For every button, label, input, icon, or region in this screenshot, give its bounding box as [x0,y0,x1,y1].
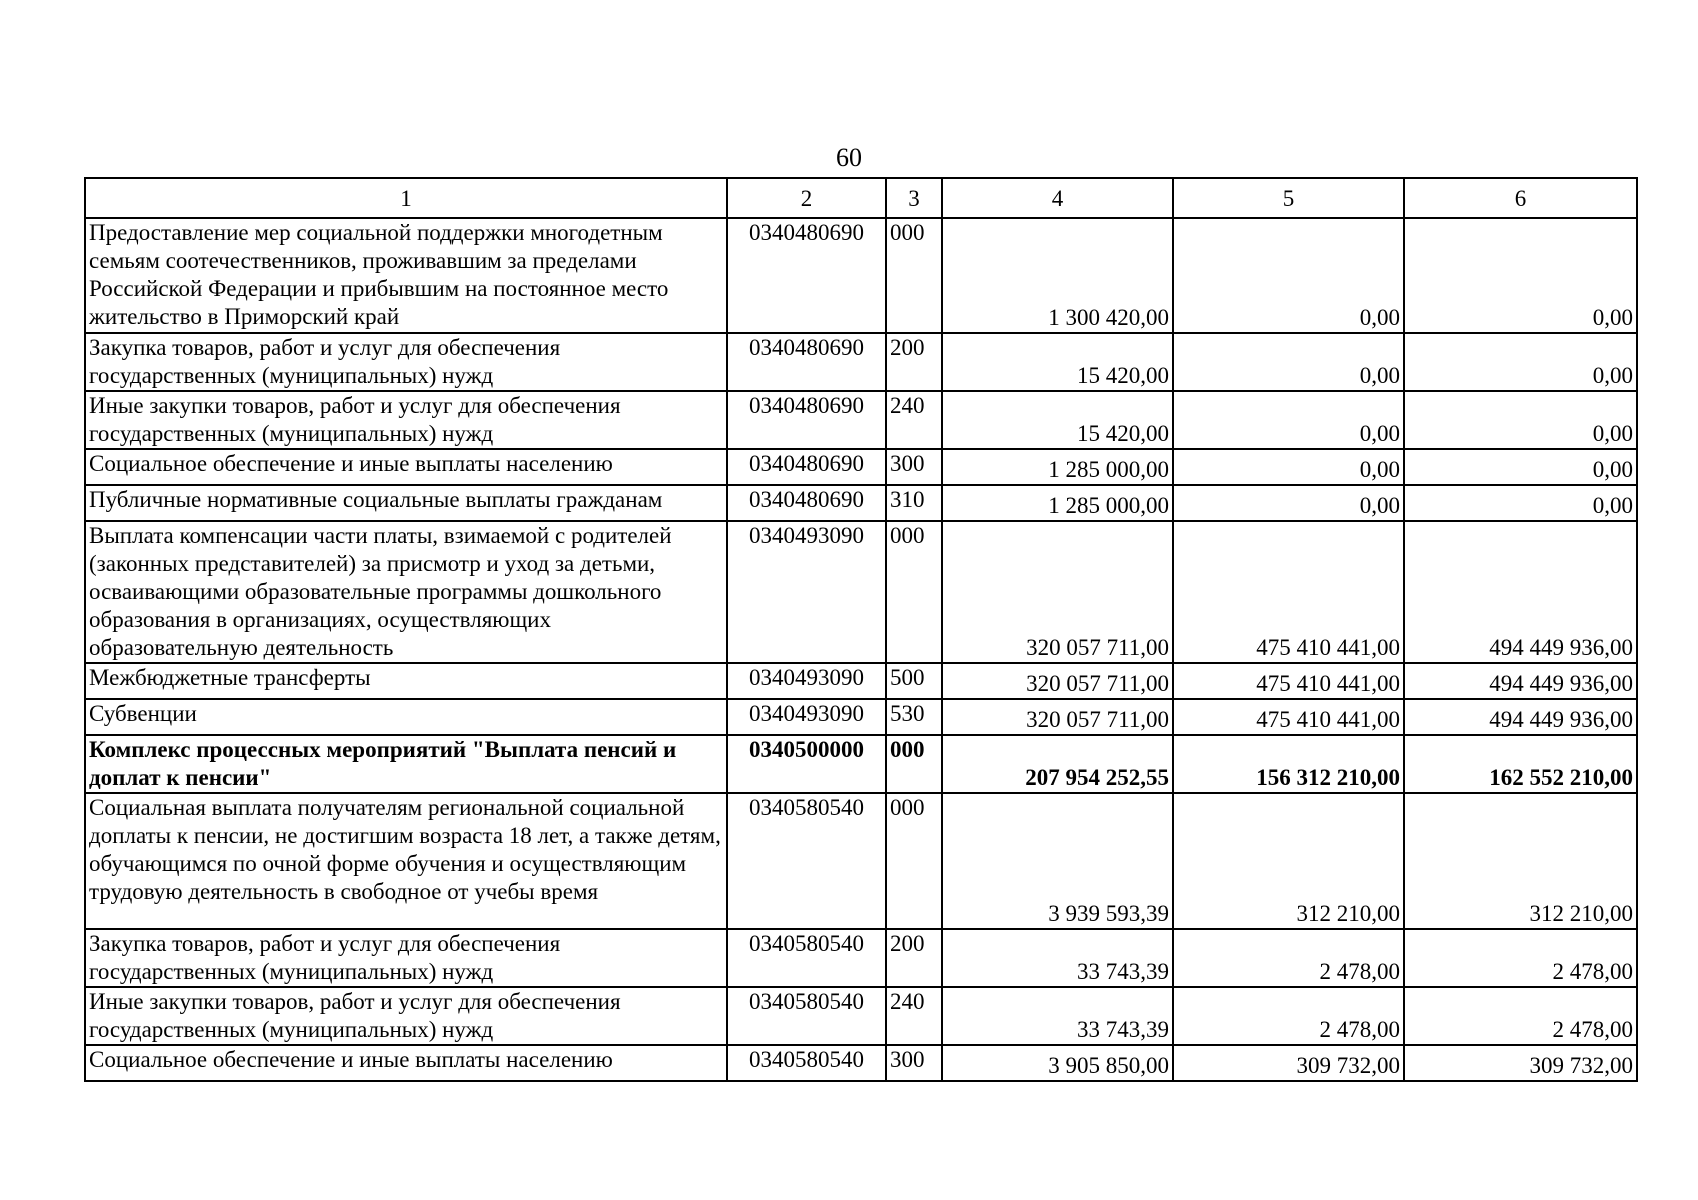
row-value-col6-cell: 494 449 936,00 [1404,521,1637,663]
row-value-col6-cell: 0,00 [1404,391,1637,449]
row-value-col6-cell: 312 210,00 [1404,793,1637,929]
row-value-col5-cell: 2 478,00 [1173,929,1404,987]
row-type-cell: 000 [886,793,942,929]
row-value-col6-cell: 309 732,00 [1404,1045,1637,1081]
row-value-col6-cell: 0,00 [1404,333,1637,391]
table-row [85,333,1637,391]
row-name-cell: Социальное обеспечение и иные выплаты населению [85,449,727,485]
row-value-col4-cell: 1 285 000,00 [942,485,1173,521]
row-type-cell: 000 [886,218,942,333]
row-type-cell: 240 [886,987,942,1045]
row-code-cell: 0340480690 [727,485,886,521]
row-type-cell: 240 [886,391,942,449]
row-code-cell: 0340500000 [727,735,886,793]
column-header: 6 [1404,178,1637,218]
row-name-cell: Предоставление мер социальной поддержки многодетным семьям соотечественников, проживавшим за пределами Российской Федерации и прибывшим на постоянное место жительство в Приморский край [85,218,727,333]
row-value-col4-cell: 3 905 850,00 [942,1045,1173,1081]
table-row [85,793,1637,929]
column-header: 4 [942,178,1173,218]
table-row [85,521,1637,663]
row-value-col6-cell: 0,00 [1404,449,1637,485]
row-code-cell: 0340493090 [727,699,886,735]
row-name-cell: Межбюджетные трансферты [85,663,727,699]
column-header: 2 [727,178,886,218]
row-code-cell: 0340580540 [727,929,886,987]
row-name-cell: Социальная выплата получателям региональной социальной доплаты к пенсии, не достигшим возраста 18 лет, а также детям, обучающимся по очной форме обучения и осуществляющим трудовую деятельность в свободное от учебы время [85,793,727,929]
row-code-cell: 0340480690 [727,391,886,449]
row-name-cell: Субвенции [85,699,727,735]
row-type-cell: 200 [886,929,942,987]
row-value-col4-cell: 320 057 711,00 [942,663,1173,699]
row-value-col6-cell: 494 449 936,00 [1404,663,1637,699]
table-row [85,699,1637,735]
row-value-col5-cell: 0,00 [1173,485,1404,521]
row-value-col4-cell: 1 285 000,00 [942,449,1173,485]
row-name-cell: Выплата компенсации части платы, взимаемой с родителей (законных представителей) за присмотр и уход за детьми, осваивающими образовательные программы дошкольного образования в организациях, осуществляющих образовательную деятельность [85,521,727,663]
table-row [85,663,1637,699]
row-type-cell: 200 [886,333,942,391]
row-code-cell: 0340580540 [727,1045,886,1081]
column-header: 5 [1173,178,1404,218]
row-value-col4-cell: 320 057 711,00 [942,521,1173,663]
table-row [85,218,1637,333]
column-header: 3 [886,178,942,218]
row-type-cell: 300 [886,1045,942,1081]
row-name-cell: Закупка товаров, работ и услуг для обеспечения государственных (муниципальных) нужд [85,333,727,391]
row-name-cell: Закупка товаров, работ и услуг для обеспечения государственных (муниципальных) нужд [85,929,727,987]
row-value-col5-cell: 0,00 [1173,449,1404,485]
row-value-col5-cell: 156 312 210,00 [1173,735,1404,793]
budget-table [84,177,1638,1082]
table-row [85,449,1637,485]
row-value-col5-cell: 0,00 [1173,218,1404,333]
column-header: 1 [85,178,727,218]
row-value-col6-cell: 494 449 936,00 [1404,699,1637,735]
row-value-col6-cell: 0,00 [1404,218,1637,333]
row-value-col5-cell: 475 410 441,00 [1173,699,1404,735]
row-value-col4-cell: 15 420,00 [942,391,1173,449]
table-header [85,178,1637,218]
row-type-cell: 000 [886,521,942,663]
row-code-cell: 0340480690 [727,449,886,485]
row-value-col5-cell: 309 732,00 [1173,1045,1404,1081]
table-row [85,987,1637,1045]
row-type-cell: 300 [886,449,942,485]
row-value-col5-cell: 2 478,00 [1173,987,1404,1045]
row-type-cell: 310 [886,485,942,521]
row-type-cell: 000 [886,735,942,793]
row-code-cell: 0340493090 [727,521,886,663]
row-type-cell: 530 [886,699,942,735]
row-name-cell: Иные закупки товаров, работ и услуг для обеспечения государственных (муниципальных) нужд [85,391,727,449]
row-value-col5-cell: 475 410 441,00 [1173,521,1404,663]
row-type-cell: 500 [886,663,942,699]
row-value-col5-cell: 0,00 [1173,391,1404,449]
row-code-cell: 0340493090 [727,663,886,699]
page-number: 60 [836,143,862,172]
table-row [85,391,1637,449]
row-value-col5-cell: 475 410 441,00 [1173,663,1404,699]
row-code-cell: 0340480690 [727,333,886,391]
row-value-col6-cell: 0,00 [1404,485,1637,521]
row-value-col4-cell: 320 057 711,00 [942,699,1173,735]
row-value-col4-cell: 3 939 593,39 [942,793,1173,929]
row-name-cell: Публичные нормативные социальные выплаты гражданам [85,485,727,521]
row-value-col4-cell: 33 743,39 [942,929,1173,987]
row-code-cell: 0340480690 [727,218,886,333]
row-value-col6-cell: 162 552 210,00 [1404,735,1637,793]
row-value-col6-cell: 2 478,00 [1404,987,1637,1045]
row-value-col5-cell: 312 210,00 [1173,793,1404,929]
row-name-cell: Комплекс процессных мероприятий "Выплата пенсий и доплат к пенсии" [85,735,727,793]
row-value-col4-cell: 1 300 420,00 [942,218,1173,333]
table-row [85,1045,1637,1081]
row-name-cell: Социальное обеспечение и иные выплаты населению [85,1045,727,1081]
row-name-cell: Иные закупки товаров, работ и услуг для обеспечения государственных (муниципальных) нужд [85,987,727,1045]
row-value-col4-cell: 33 743,39 [942,987,1173,1045]
row-code-cell: 0340580540 [727,987,886,1045]
table-row [85,929,1637,987]
row-value-col4-cell: 15 420,00 [942,333,1173,391]
row-value-col6-cell: 2 478,00 [1404,929,1637,987]
table-body [85,218,1637,1081]
row-value-col5-cell: 0,00 [1173,333,1404,391]
row-value-col4-cell: 207 954 252,55 [942,735,1173,793]
row-code-cell: 0340580540 [727,793,886,929]
header-row [85,178,1637,218]
table-row [85,485,1637,521]
table-row [85,735,1637,793]
